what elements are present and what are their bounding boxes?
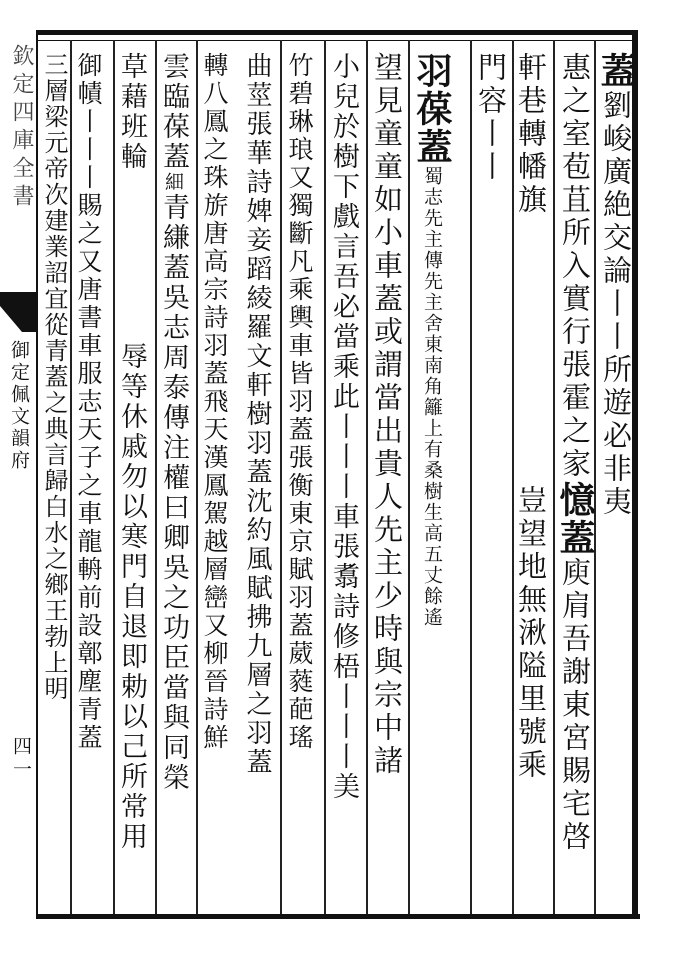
column-rule	[196, 40, 198, 914]
page-number: 四一	[10, 736, 32, 782]
frame-inner-rule	[36, 40, 638, 41]
text-column-9	[244, 52, 270, 777]
margin-title: 欽定四庫全書	[9, 44, 34, 212]
text-column-8	[287, 52, 312, 752]
column-rule	[408, 40, 410, 914]
column-note: 細	[162, 172, 184, 193]
column-note: 蜀志先主傳先主舍東南角籬上有桑樹生高五丈餘遙	[421, 166, 443, 628]
column-text: 草藉班輪	[116, 52, 147, 172]
column-text: 劉峻廣絶交論丨丨所遊必非夷	[599, 90, 633, 519]
column-rule	[366, 40, 368, 914]
column-text: 惠之室苞苴所入實行張霍之家	[558, 52, 592, 481]
column-text-tail: 庾肩吾謝東宮賜宅啓	[558, 557, 592, 854]
column-rule	[470, 40, 472, 914]
column-text: 望見童童如小車蓋或謂當出貴人先主少時與宗中諸	[370, 52, 404, 778]
text-column-5	[411, 52, 453, 628]
fishtail-mark	[0, 292, 36, 332]
column-text: 三層梁元帝次建業詔宜從青蓋之典言歸白水之鄉王勃上明	[40, 52, 68, 702]
frame-bottom-rule	[36, 914, 640, 919]
text-column-3	[514, 52, 548, 782]
column-rule	[155, 40, 157, 914]
entry-heading: 憶蓋	[554, 481, 596, 557]
column-text-tail: 青縑蓋吳志周泰傳注權曰卿吳之功臣當與同榮	[158, 193, 189, 793]
entry-heading: 羽葆蓋	[411, 52, 453, 166]
column-text: 轉八鳳之珠旂唐高宗詩羽蓋飛天漢鳳駕越層巒又柳晉詩鮮	[200, 52, 229, 752]
text-column-7	[330, 52, 357, 802]
frame-top-rule	[36, 30, 638, 35]
column-text: 竹碧琳琅又獨斷凡乘輿車皆羽蓋張衡東京賦羽蓋葳蕤葩瑤	[285, 52, 314, 752]
column-text: 御幘丨丨丨賜之又唐書車服志天子之車龍輈前設鄣塵青蓋	[74, 52, 103, 752]
column-text: 軒巷轉幡旗	[514, 52, 548, 217]
column-rule	[553, 40, 555, 914]
column-rule	[280, 40, 282, 914]
text-column-6	[370, 52, 404, 778]
column-text: 小兒於樹下戲言吾必當乘此丨丨丨車張翥詩修梧丨丨丨美	[328, 52, 359, 802]
column-text-tail: 豈望地無湫隘里號乘	[514, 485, 548, 782]
column-text: 曲莖張華詩婢妾蹈綾羅文軒樹羽蓋沈約風賦拂九層之羽蓋	[242, 52, 272, 777]
text-column-12	[118, 52, 145, 852]
text-column-14	[42, 52, 66, 702]
column-rule	[594, 40, 596, 914]
text-column-2	[554, 52, 596, 854]
entry-heading: 蓋	[595, 52, 637, 90]
column-rule	[113, 40, 115, 914]
column-text-tail: 辱等休戚勿以寒門自退即勅以己所常用	[116, 342, 147, 852]
margin-book-title: 御定佩文韻府	[8, 340, 30, 472]
text-column-1	[595, 52, 637, 519]
text-column-11	[160, 52, 187, 793]
text-column-13	[76, 52, 101, 752]
column-rule	[324, 40, 326, 914]
column-text: 門容丨丨	[474, 52, 508, 184]
column-text: 雲臨葆蓋	[158, 52, 189, 172]
text-column-10	[202, 52, 227, 752]
text-column-4	[474, 52, 508, 184]
column-rule	[70, 40, 72, 914]
